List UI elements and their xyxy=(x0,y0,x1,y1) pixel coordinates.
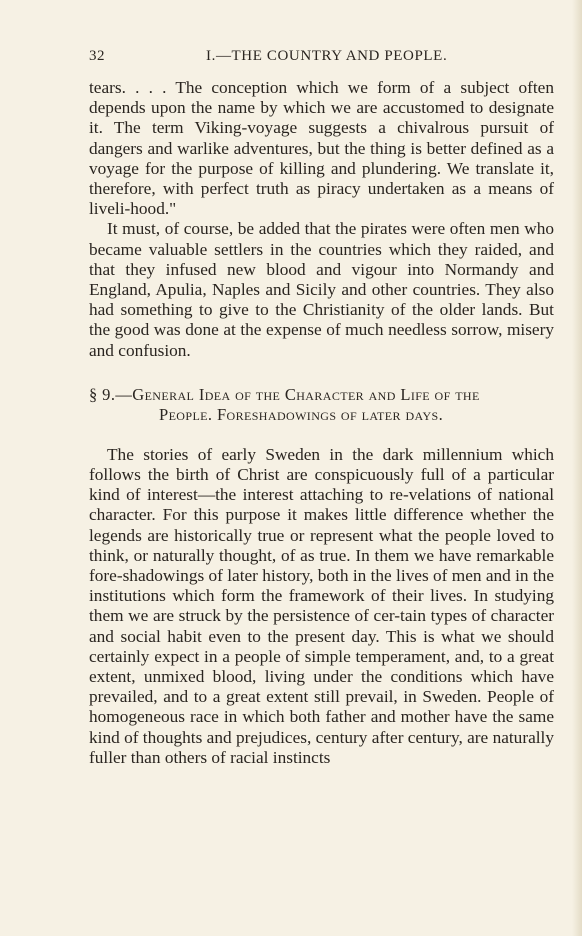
section-heading xyxy=(89,385,554,425)
running-head: I.—THE COUNTRY AND PEOPLE. xyxy=(206,48,448,64)
page-header xyxy=(86,48,554,70)
paragraph-early-sweden: The stories of early Sweden in the dark millennium which follows the birth of Christ are conspicuously full of a particular kind of interest—the interest attaching to re-velations of national character. For this purpose it makes little difference whether the legends are historically true or represent what the people loved to think, or naturally thought, of as true. In them we have remarkable fore-shadowings of later history, both in the lives of men and in the institutions which form the framework of their lives. In studying them we are struck by the persistence of cer-tain types of character and social habit even to the present day. This is what we should certainly expect in a people of simple temperament, and, to a great extent, unmixed blood, living under the conditions which have prevailed, and to a great extent still prevail, in Sweden. People of homogeneous race in which both father and mother have the same kind of thoughts and prejudices, century after century, are naturally fuller than others of racial instincts xyxy=(89,444,554,767)
page-number: 32 xyxy=(89,48,105,64)
paragraph-pirates: It must, of course, be added that the pirates were often men who became valuable settlers in the countries which they raided, and that they infused new blood and vigour into Normandy and England, Apulia, Naples and Sicily and other countries. They also had something to give to the Christianity of the older lands. But the good was done at the expense of much needless sorrow, misery and confusion. xyxy=(89,219,554,360)
body-text xyxy=(89,78,554,768)
paragraph-continuation: tears. . . . The conception which we form of a subject often depends upon the name by which we are accustomed to designate it. The term Viking-voyage suggests a chivalrous pursuit of dangers and warlike adventures, but the thing is better defined as a voyage for the purpose of killing and plundering. We translate it, therefore, with perfect truth as piracy undertaken as a means of liveli-hood." xyxy=(89,78,554,219)
section-heading-line2: People. Foreshadowings of later days. xyxy=(159,404,444,424)
section-heading-line1: § 9.—General Idea of the Character and Life of the xyxy=(89,384,480,404)
page-edge-shadow xyxy=(572,0,582,936)
